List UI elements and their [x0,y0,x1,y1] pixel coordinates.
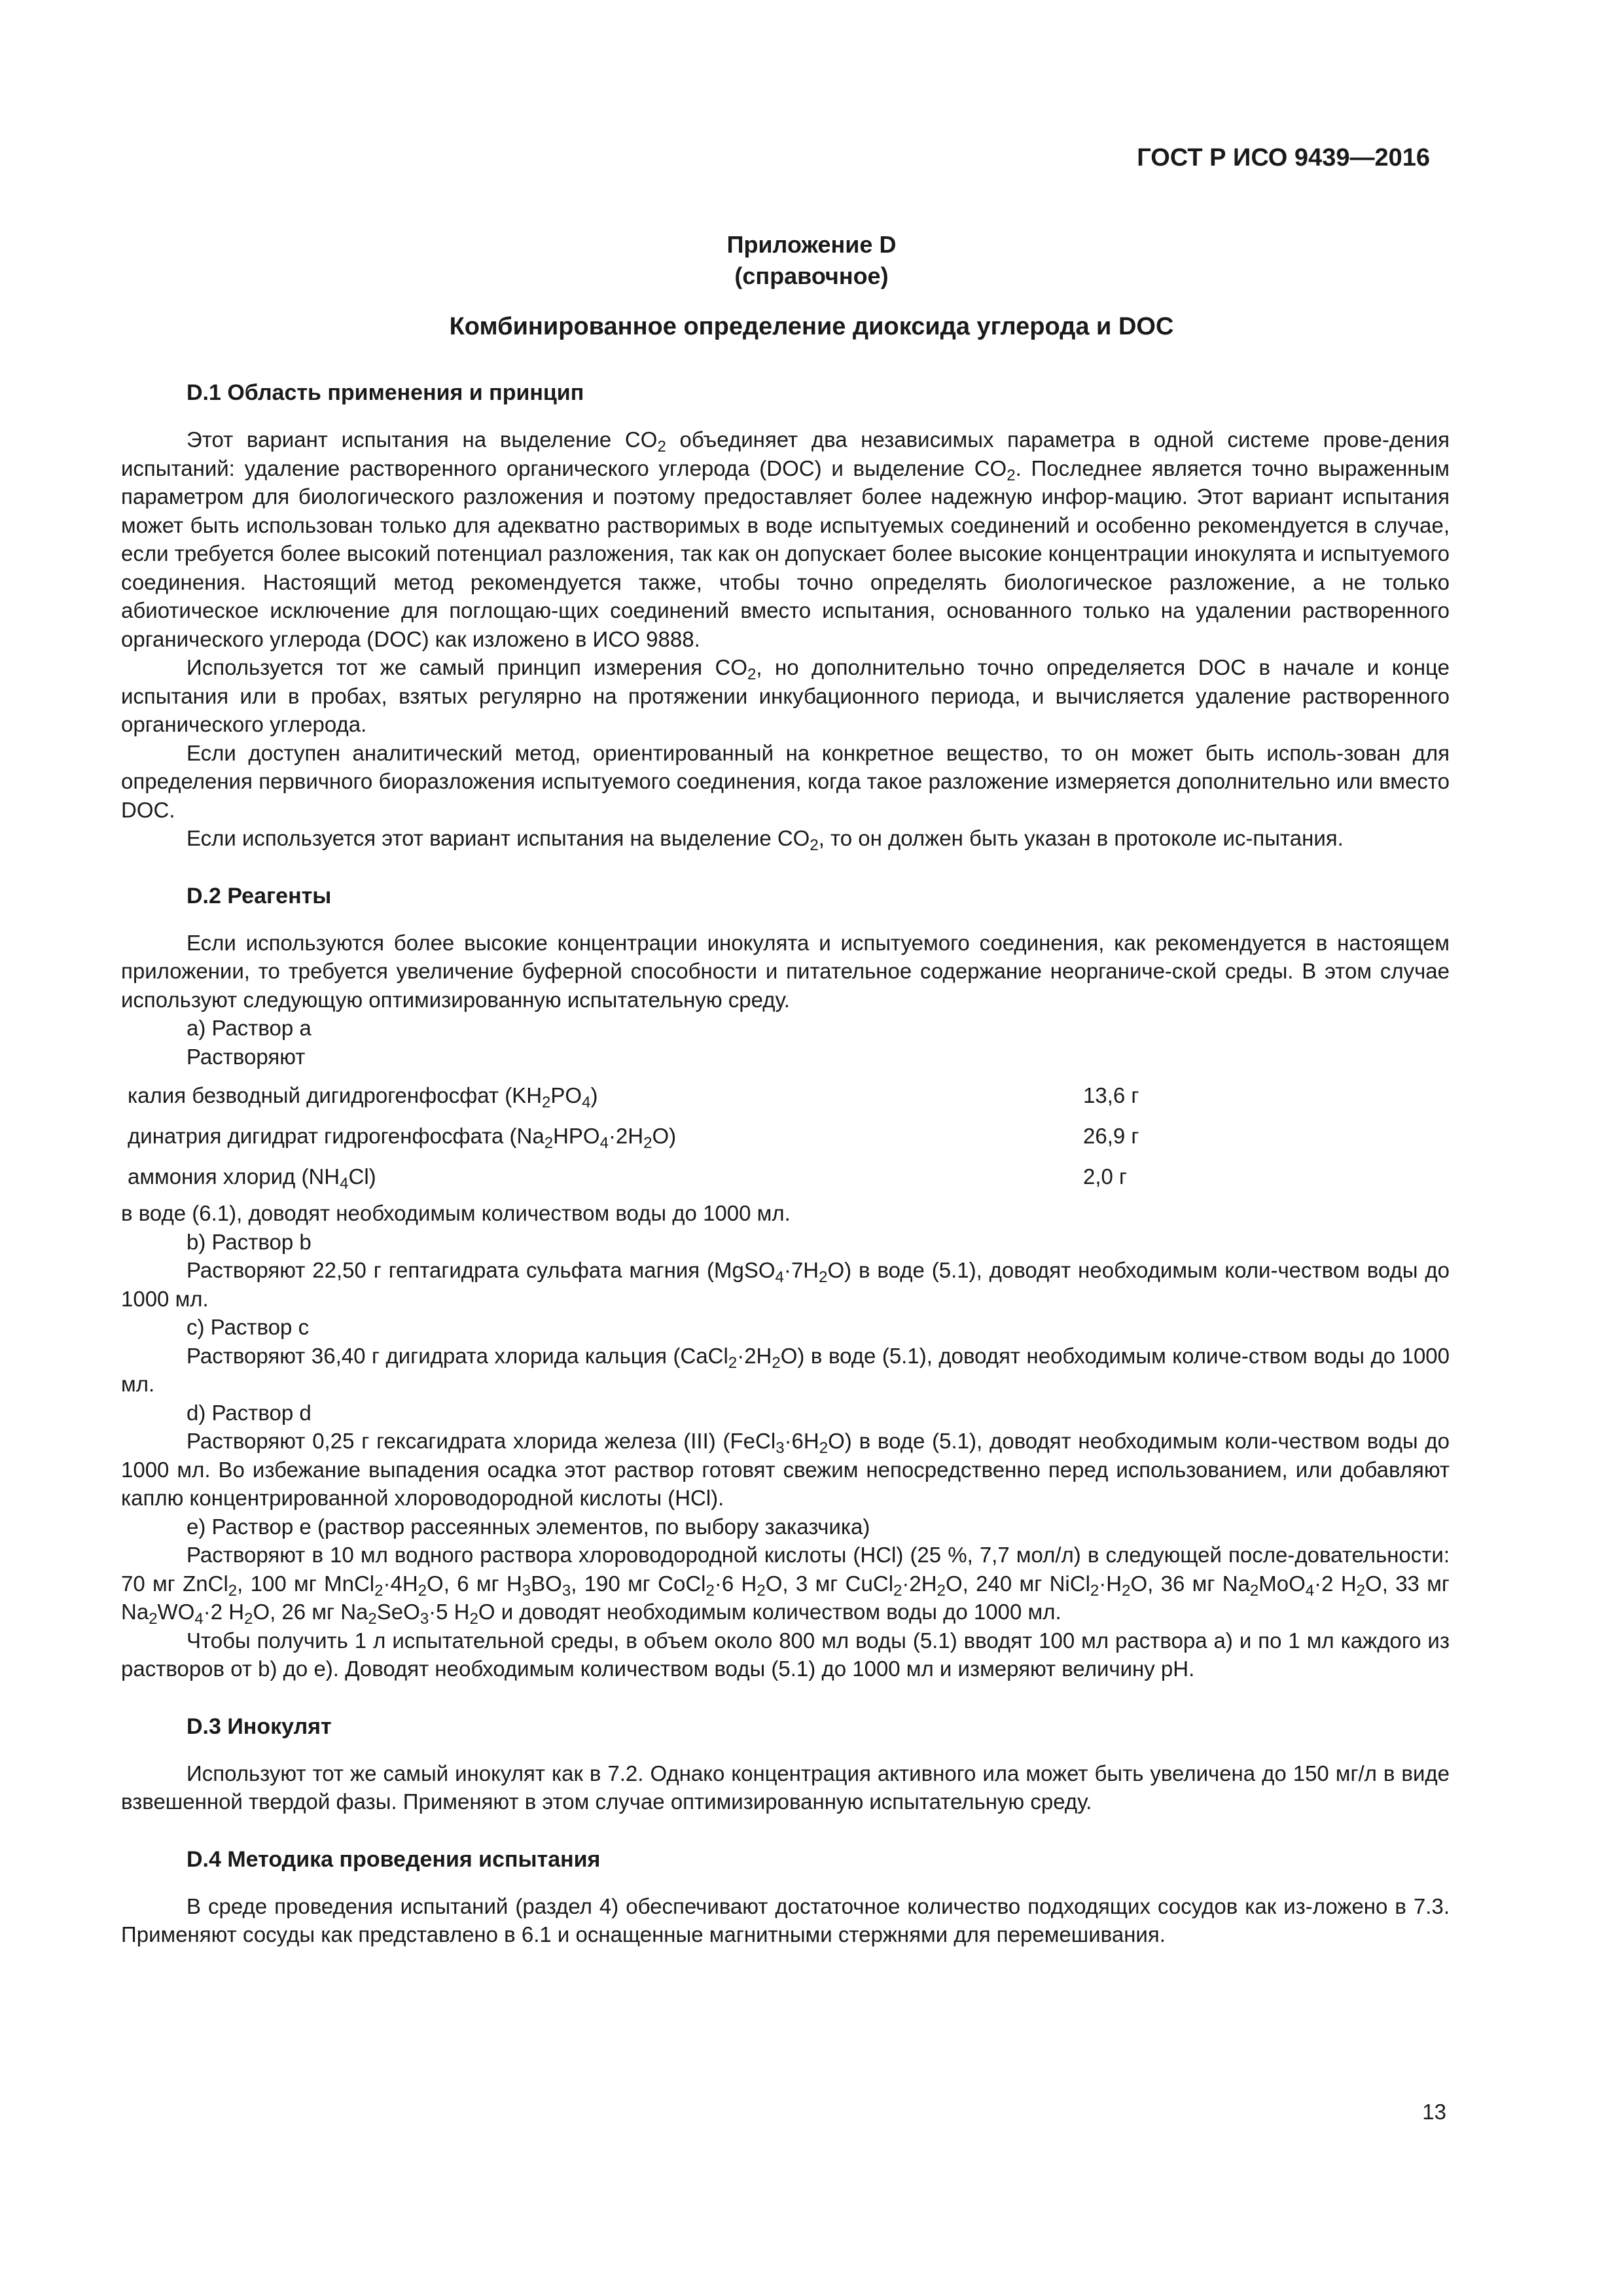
paragraph: Чтобы получить 1 л испытательной среды, в объем около 800 мл воды (5.1) вводят 100 мл раствора a) и по 1 мл каждого из растворов от b) до e). Доводят необходимым количеством воды (5.1) до 1000 мл и измеряют величину pH. [121,1628,1450,1681]
annex-title: Комбинированное определение диоксида углерода и DOC [449,313,1174,340]
table-row [121,1157,1450,1198]
reagent-amount: 26,9 г [1083,1124,1139,1148]
reagent-name: аммония хлорид $(NH_4Cl)$ [128,1164,376,1193]
standard-code: ГОСТ Р ИСО 9439—2016 [1137,144,1430,171]
reagent-amount: 13,6 г [1083,1083,1139,1107]
reagent-amount: 2,0 г [1083,1164,1128,1189]
paragraph: в воде (6.1), доводят необходимым количеством воды до 1000 мл. [121,1201,791,1225]
solution-e-label: e) Раствор e (раствор рассеянных элементов, по выбору заказчика) [187,1514,870,1539]
reagent-name: динатрия дигидрат гидрогенфосфата $(Na_2HPO_4\cdot 2H_2O)$ [128,1124,677,1152]
paragraph: Этот вариант испытания на выделение $CO_2$ объединяет два независимых параметра в одной системе прове-дения испытаний: удаление растворенного органического углерода (DOC) и выделение $CO_2$. Последнее является точно выраженным параметром для биологического разложения и поэтому предоставляет более надежную инфор-мацию. Этот вариант испытания может быть использован только для адекватно растворимых в воде испытуемых соединений и особенно рекомендуется в случае, если требуется более высокий потенциал разложения, так как он допускает более высокие концентрации инокулята и испытуемого соединения. Настоящий метод рекомендуется также, чтобы точно определять биологическое разложение, а не только абиотическое исключение для поглощаю-щих соединений вместо испытания, основанного только на удалении растворенного органического углерода (DOC) как изложено в ИСО 9888. [121,427,1450,651]
paragraph: Если доступен аналитический метод, ориентированный на конкретное вещество, то он может быть исполь-зован для определения первичного биоразложения испытуемого соединения, когда такое разложение измеряется дополнительно или вместо DOC. [121,740,1450,822]
reagent-name: калия безводный дигидрогенфосфат $(KH_2PO_4)$ [128,1083,598,1111]
solution-d-label: d) Раствор d [187,1400,312,1425]
page-number: 13 [1422,2100,1446,2124]
table-row [121,1117,1450,1157]
solution-c-label: c) Раствор c [187,1315,310,1339]
paragraph: Растворяют 22,50 г гептагидрата сульфата магния $(MgSO_4\cdot 7H_2O)$ в воде (5.1), доводят необходимым коли-чеством воды до 1000 мл. [121,1258,1450,1311]
section-heading-d4: D.4 Методика проведения испытания [187,1846,601,1872]
paragraph: Используется тот же самый принцип измерения $CO_2$, но дополнительно точно определяется DOC в начале и конце испытания или в пробах, взятых регулярно на протяжении инкубационного периода, и вычисляется удаление растворенного органического углерода. [121,655,1450,736]
paragraph: Используют тот же самый инокулят как в 7.2. Однако концентрация активного ила может быть увеличена до 150 мг/л в виде взвешенной твердой фазы. Применяют в этом случае оптимизированную испытательную среду. [121,1761,1450,1814]
table-row [121,1076,1450,1117]
solution-a-label: a) Раствор a [187,1016,312,1040]
annex-label-block [0,229,1623,292]
paragraph: Растворяют 36,40 г дигидрата хлорида кальция $(CaCl_2\cdot 2H_2O)$ в воде (5.1), доводят необходимым количе-ством воды до 1000 мл. [121,1343,1450,1396]
paragraph: В среде проведения испытаний (раздел 4) обеспечивают достаточное количество подходящих сосудов как из-ложено в 7.3. Применяют сосуды как представлено в 6.1 и оснащенные магнитными стержнями для перемешивания. [121,1893,1450,1946]
section-heading-d3: D.3 Инокулят [187,1713,332,1739]
paragraph: Растворяют 0,25 г гексагидрата хлорида железа (III) $(FeCl_3\cdot 6H_2O)$ в воде (5.1), доводят необходимым коли-чеством воды до 1000 мл. Во избежание выпадения осадка этот раствор готовят свежим непосредственно перед использованием, или добавляют каплю концентрированной хлороводородной кислоты (HCl). [121,1429,1450,1510]
reagent-table [121,1076,1450,1198]
solution-b-label: b) Раствор b [187,1229,312,1254]
annex-kind: (справочное) [734,262,889,289]
paragraph: Если используется этот вариант испытания на выделение $CO_2$, то он должен быть указан в протоколе ис-пытания. [187,826,1344,854]
annex-label: Приложение D [726,231,897,258]
paragraph: Если используются более высокие концентрации инокулята и испытуемого соединения, как рекомендуется в настоящем приложении, то требуется увеличение буферной способности и питательное содержание неорганиче-ской среды. В этом случае используют следующую оптимизированную испытательную среду. [121,930,1450,1012]
section-heading-d1: D.1 Область применения и принцип [187,380,584,405]
paragraph: Растворяют в 10 мл водного раствора хлороводородной кислоты (HCl) (25 %, 7,7 мол/л) в следующей после-довательности: 70 мг ZnCl$_2$, 100 мг $MnCl_2\cdot 4H_2O$, 6 мг $H_3BO_3$, 190 мг CoCl$_2$·6 $H_2O$, 3 мг $CuCl_2\cdot 2H_2O$, 240 мг $NiCl_2\cdot H_2O$, 36 мг $Na_2MoO_4\cdot 2$ $H_2O$, 33 мг $Na_2WO_4\cdot 2$ $H_2O$, 26 мг $Na_2SeO_3\cdot 5$ $H_2O$ и доводят необходимым количеством воды до 1000 мл. [121,1543,1450,1628]
document-body [121,378,1450,1949]
dissolve-label: Растворяют [187,1044,306,1069]
section-heading-d2: D.2 Реагенты [187,883,332,908]
